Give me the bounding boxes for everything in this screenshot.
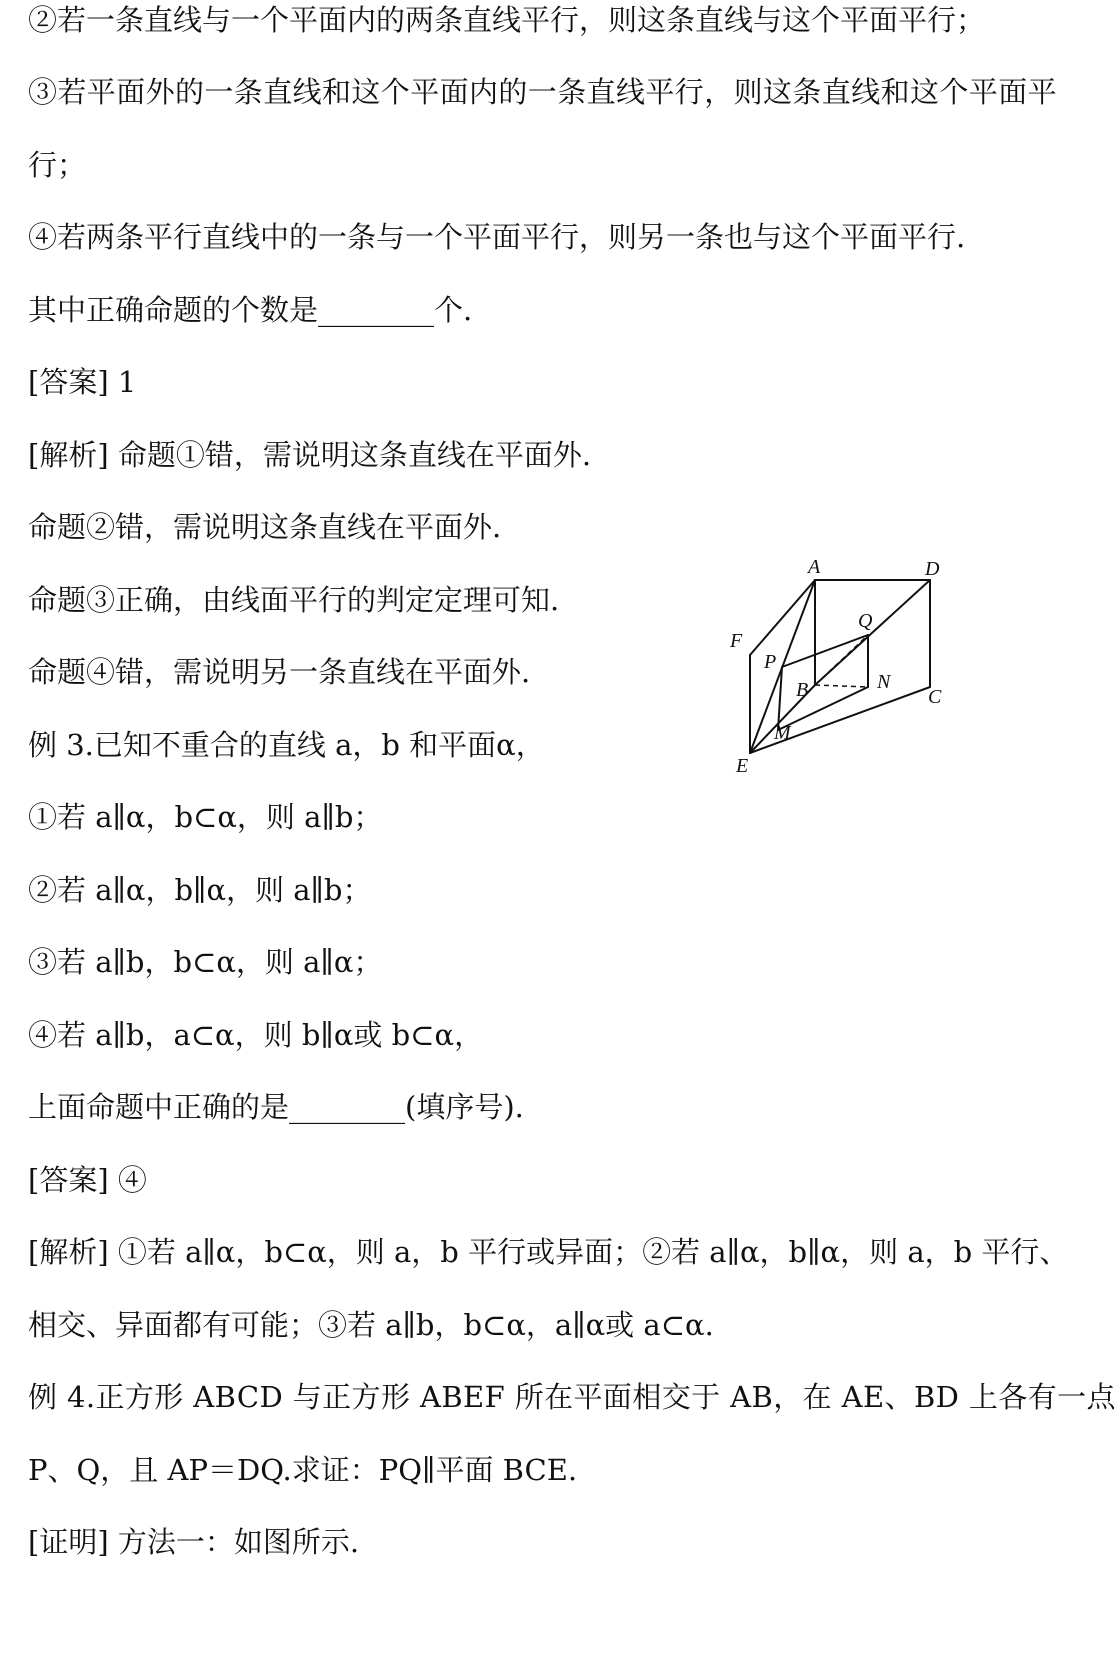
example-3-item-3: ③若 a∥b，b⊂α，则 a∥α； [28, 945, 383, 979]
example-3-title: 例 3.已知不重合的直线 a，b 和平面α， [28, 728, 545, 762]
label-B: B [796, 679, 809, 701]
label-Q: Q [858, 610, 873, 632]
text-line-5: 其中正确命题的个数是________个. [28, 293, 473, 327]
dashed-BN [815, 685, 868, 687]
label-E: E [736, 755, 749, 777]
label-N: N [877, 671, 891, 693]
answer-line-2: [答案] ④ [28, 1163, 147, 1197]
example-3-item-4: ④若 a∥b，a⊂α，则 b∥α或 b⊂α， [28, 1018, 484, 1052]
label-F: F [730, 630, 743, 652]
analysis-line-2: [解析] ①若 a∥α，b⊂α，则 a，b 平行或异面；②若 a∥α，b∥α，则 a，b 平行、 [28, 1235, 1069, 1269]
label-D: D [925, 558, 940, 580]
example-3-item-2: ②若 a∥α，b∥α，则 a∥b； [28, 873, 372, 907]
example-4-cont: P、Q，且 AP＝DQ.求证：PQ∥平面 BCE. [28, 1453, 578, 1487]
edge-FA [750, 580, 815, 655]
diagonal-BD [815, 580, 930, 685]
text-line-4: ④若两条平行直线中的一条与一个平面平行，则另一条也与这个平面平行. [28, 220, 966, 254]
example-3-item-1: ①若 a∥α，b⊂α，则 a∥b； [28, 800, 383, 834]
dashed-BQ [815, 635, 868, 685]
answer-line-1: [答案] 1 [28, 365, 137, 399]
text-line-9: 命题③正确，由线面平行的判定定理可知. [28, 583, 560, 617]
label-P: P [764, 651, 777, 673]
proof-line: [证明] 方法一：如图所示. [28, 1525, 360, 1559]
label-M: M [774, 722, 791, 744]
example-4-title: 例 4.正方形 ABCD 与正方形 ABEF 所在平面相交于 AB，在 AE、BD 上各有一点 [28, 1380, 1116, 1414]
geometry-figure [720, 556, 1000, 800]
segment-PQ [782, 635, 868, 667]
label-A: A [808, 556, 821, 578]
text-line-3: 行； [28, 148, 87, 182]
analysis-line-1: [解析] 命题①错，需说明这条直线在平面外. [28, 438, 592, 472]
text-line-8: 命题②错，需说明这条直线在平面外. [28, 510, 502, 544]
text-line-1: ②若一条直线与一个平面内的两条直线平行，则这条直线与这个平面平行； [28, 3, 986, 37]
label-C: C [928, 686, 942, 708]
text-line-2: ③若平面外的一条直线和这个平面内的一条直线平行，则这条直线和这个平面平 [28, 75, 1058, 109]
text-line-10: 命题④错，需说明另一条直线在平面外. [28, 655, 531, 689]
analysis-line-2-cont: 相交、异面都有可能；③若 a∥b，b⊂α，a∥α或 a⊂α. [28, 1308, 714, 1342]
example-3-question: 上面命题中正确的是________(填序号). [28, 1090, 524, 1124]
